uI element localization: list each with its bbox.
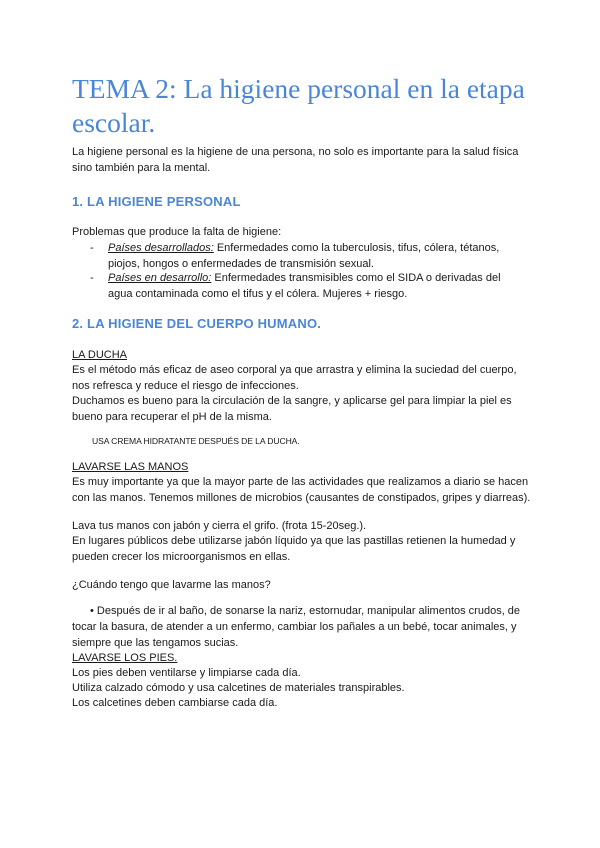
section-2-heading: 2. LA HIGIENE DEL CUERPO HUMANO. — [72, 316, 322, 331]
intro-paragraph: La higiene personal es la higiene de una persona, no solo es importante para la salud física sino también para la mental. — [72, 146, 519, 174]
section-1-lead: Problemas que produce la falta de higiene: — [72, 226, 282, 238]
ducha-paragraph-1: Es el método más eficaz de aseo corporal ya que arrastra y elimina la suciedad del cuerpo, nos refresca y reduce el riesgo de infecciones. — [72, 364, 517, 392]
manos-subheading: LAVARSE LAS MANOS — [72, 461, 189, 473]
manos-question: ¿Cuándo tengo que lavarme las manos? — [72, 579, 271, 591]
manos-paragraph-2: Lava tus manos con jabón y cierra el grifo. (frota 15-20seg.). — [72, 520, 367, 532]
list-dash: - — [90, 242, 94, 254]
pies-line-3: Los calcetines deben cambiarse cada día. — [72, 697, 278, 709]
manos-paragraph-3: En lugares públicos debe utilizarse jabón líquido ya que las pastillas retienen la humedad y pueden crecer los microorganismos en ellas. — [72, 535, 516, 563]
list-item-text: Enfermedades como la tuberculosis, tifus, cólera, tétanos, piojos, hongos o enfermedades de transmisión sexual. — [108, 242, 500, 270]
pies-subheading: LAVARSE LOS PIES. — [72, 652, 178, 664]
manos-paragraph-1: Es muy importante ya que la mayor parte de las actividades que realizamos a diario se hacen con las manos. Tenemos millones de microbios (causantes de constipados, gripes y diarreas). — [72, 476, 531, 504]
document-title: TEMA 2: La higiene personal en la etapa escolar. — [72, 73, 525, 138]
list-item — [90, 270, 520, 302]
ducha-paragraph-2: Duchamos es bueno para la circulación de la sangre, y aplicarse gel para limpiar la piel es bueno para recuperar el pH de la misma. — [72, 395, 512, 423]
list-dash: - — [90, 272, 94, 284]
ducha-note: USA CREMA HIDRATANTE DESPUÉS DE LA DUCHA. — [92, 436, 300, 446]
ducha-subheading: LA DUCHA — [72, 349, 128, 361]
manos-bullet: • Después de ir al baño, de sonarse la nariz, estornudar, manipular alimentos crudos, de tocar la basura, de atender a un enfermo, cambiar los pañales a un bebé, tocar animales, y siempre que las tengamos sucias. — [72, 605, 521, 649]
pies-line-2: Utiliza calzado cómodo y usa calcetines de materiales transpirables. — [72, 682, 405, 694]
section-1-heading: 1. LA HIGIENE PERSONAL — [72, 194, 241, 209]
list-item-text: Enfermedades transmisibles como el SIDA o derivadas del agua contaminada como el tifus y el cólera. Mujeres + riesgo. — [108, 272, 501, 300]
list-item — [90, 240, 520, 272]
pies-line-1: Los pies deben ventilarse y limpiarse cada día. — [72, 667, 301, 679]
list-item-label: Países desarrollados: — [108, 242, 214, 254]
list-item-label: Países en desarrollo: — [108, 272, 212, 284]
